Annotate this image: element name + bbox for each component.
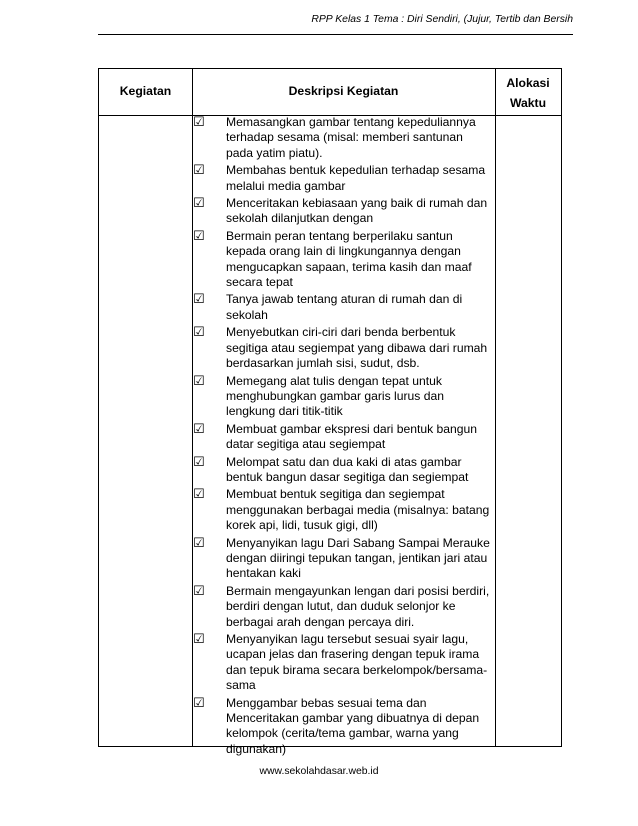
checkbox-checked-icon: ☑ <box>193 373 205 389</box>
activity-description: Menyebutkan ciri-ciri dari benda berbentuk segitiga atau segiempat yang dibawa dari rumah berdasarkan jumlah sisi, sudut, dsb. <box>226 325 488 371</box>
checkbox-checked-icon: ☑ <box>193 632 205 647</box>
checkbox-checked-icon: ☑ <box>193 487 205 503</box>
activity-description: Membuat bentuk segitiga dan segiempat menggunakan berbagai media (misalnya: batang korek api, lidi, tusuk gigi, dll) <box>226 487 490 533</box>
checkbox-checked-icon: ☑ <box>193 583 205 599</box>
activity-description: Menyanyikan lagu tersebut sesuai syair lagu, ucapan jelas dan frasering dengan tepuk irama dan tepuk birama secara berkelompok/bersama-sama <box>226 632 488 693</box>
list-item <box>193 163 493 194</box>
list-item <box>193 196 493 227</box>
list-item <box>193 229 493 291</box>
checkbox-checked-icon: ☑ <box>193 228 205 244</box>
header-kegiatan: Kegiatan <box>119 84 172 98</box>
activity-description: Tanya jawab tentang aturan di rumah dan di sekolah <box>226 292 463 322</box>
checkbox-checked-icon: ☑ <box>193 292 205 308</box>
footer-website: www.sekolahdasar.web.id <box>259 766 379 777</box>
activity-description: Menggambar bebas sesuai tema dan Menceritakan gambar yang dibuatnya di depan kelompok (cerita/tema gambar, warna yang digunakan) <box>226 695 480 756</box>
activity-list <box>193 115 493 759</box>
activity-description: Melompat satu dan dua kaki di atas gambar bentuk bangun dasar segitiga dan segiempat <box>226 454 469 484</box>
header-alokasi-waktu <box>495 73 561 113</box>
checkbox-checked-icon: ☑ <box>193 115 205 130</box>
activity-description: Membuat gambar ekspresi dari bentuk bangun datar segitiga atau segiempat <box>226 421 478 452</box>
activity-description: Bermain peran tentang berperilaku santun kepada orang lain di lingkungannya dengan mengucapkan sapaan, terima kasih dan maaf secara tepat <box>226 228 472 290</box>
list-item <box>193 584 493 630</box>
checkbox-checked-icon: ☑ <box>193 535 205 551</box>
checkbox-checked-icon: ☑ <box>193 695 205 711</box>
activity-description: Membahas bentuk kepedulian terhadap sesama melalui media gambar <box>226 163 486 193</box>
activity-description: Memasangkan gambar tentang kepeduliannya terhadap sesama (misal: memberi santunan pada yatim piatu). <box>226 115 476 160</box>
checkbox-checked-icon: ☑ <box>193 196 205 212</box>
list-item <box>193 325 493 371</box>
list-item <box>193 422 493 453</box>
list-item <box>193 374 493 420</box>
table-header-row <box>99 69 561 116</box>
running-header: RPP Kelas 1 Tema : Diri Sendiri, (Jujur, Tertib dan Bersih <box>311 14 573 25</box>
list-item <box>193 536 493 582</box>
list-item <box>193 292 493 323</box>
activity-description: Menyanyikan lagu Dari Sabang Sampai Merauke dengan diiringi tepukan tangan, jentikan jari atau hentakan kaki <box>226 535 490 581</box>
list-item <box>193 455 493 486</box>
column-divider-2 <box>495 69 496 746</box>
list-item <box>193 487 493 533</box>
activity-description: Memegang alat tulis dengan tepat untuk menghubungkan gambar garis lurus dan lengkung dari titik-titik <box>226 373 444 419</box>
checkbox-checked-icon: ☑ <box>193 325 205 341</box>
activity-description: Menceritakan kebiasaan yang baik di rumah dan sekolah dilanjutkan dengan <box>226 196 488 226</box>
header-alokasi-line2: Waktu <box>509 96 547 110</box>
list-item <box>193 632 493 694</box>
list-item <box>193 115 493 161</box>
activity-description: Bermain mengayunkan lengan dari posisi berdiri, berdiri dengan lutut, dan duduk selonjor ke berbagai arah dengan percaya diri. <box>226 583 490 629</box>
checkbox-checked-icon: ☑ <box>193 421 205 437</box>
checkbox-checked-icon: ☑ <box>193 454 205 470</box>
list-item <box>193 696 493 758</box>
checkbox-checked-icon: ☑ <box>193 163 205 179</box>
header-deskripsi-kegiatan: Deskripsi Kegiatan <box>288 84 399 98</box>
header-rule <box>98 34 573 35</box>
activity-table <box>98 68 562 756</box>
header-alokasi-line1: Alokasi <box>506 76 550 90</box>
